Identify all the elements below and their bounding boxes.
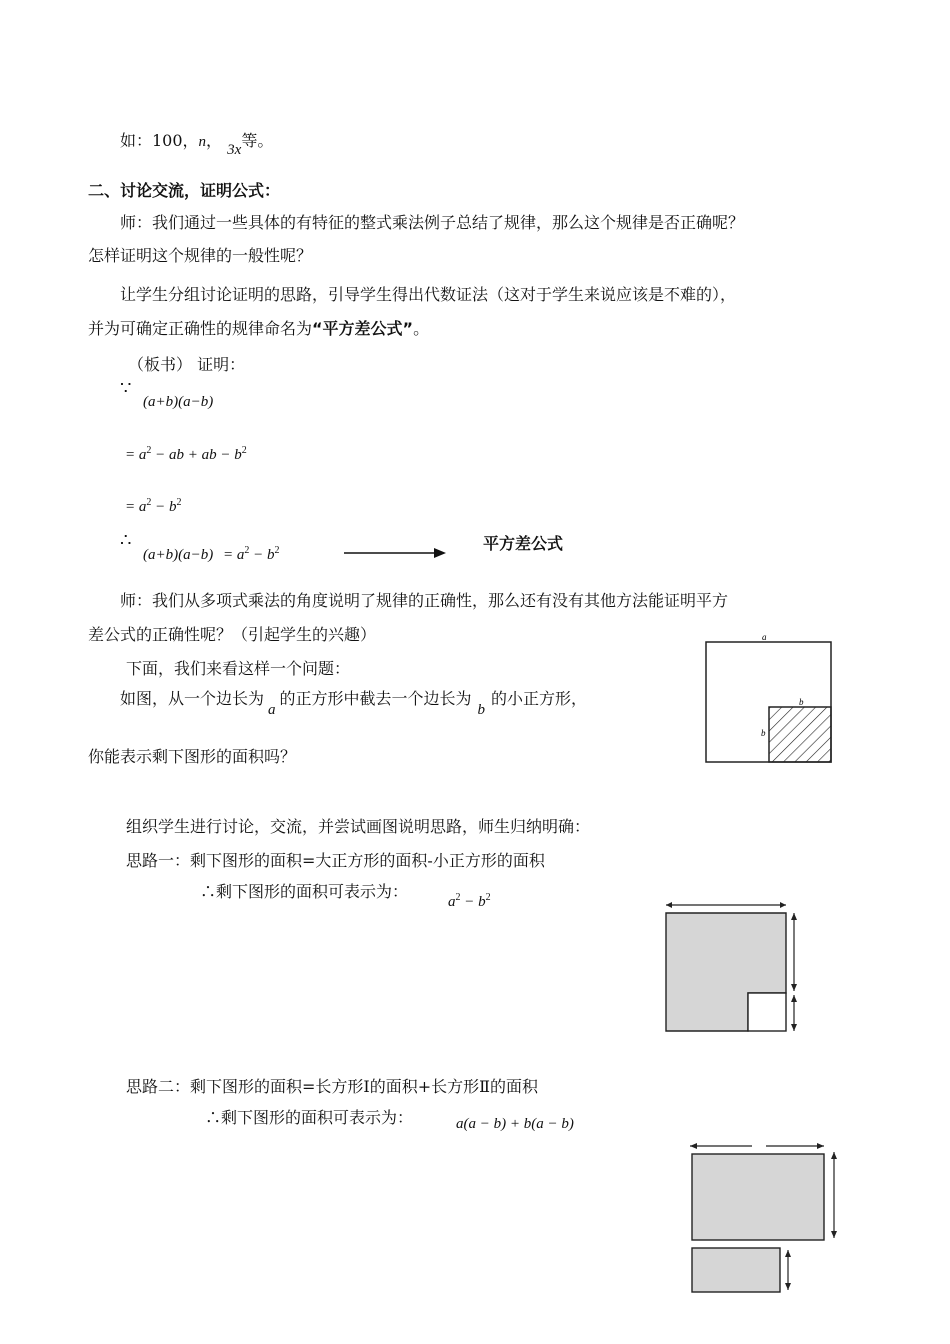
students-line2-text: 并为可确定正确性的规律命名为 [88, 319, 313, 338]
teacher-question-line2: 怎样证明这个规律的一般性呢？ [88, 246, 313, 265]
idea1-line: 思路一：剩下图形的面积=大正方形的面积-小正方形的面积 [126, 851, 545, 870]
eq2-prefix: = a [125, 447, 147, 463]
problem-text-c: 的小正方形， [491, 689, 588, 708]
examples-suffix: 等。 [241, 131, 274, 150]
example-3x: 3x [227, 142, 242, 158]
example-n: n [198, 134, 207, 150]
l-shape-figure [660, 895, 805, 1040]
eq4-rhs-prefix: = a [222, 547, 245, 563]
two-rectangles-figure [686, 1138, 846, 1298]
teacher-geometry-line1: 师：我们从多项式乘法的角度说明了规律的正确性，那么还有没有其他方法能证明平方 [120, 591, 729, 610]
idea1-expr-a: a [448, 894, 456, 910]
section-heading: 二、讨论交流，证明公式： [88, 181, 281, 200]
proof-eq4 [143, 545, 279, 564]
eq3-exp1: 2 [146, 497, 152, 508]
idea1-exp1: 2 [455, 892, 461, 903]
eq4-exp2: 2 [274, 545, 280, 556]
idea1-exp2: 2 [485, 892, 491, 903]
var-b: b [477, 702, 486, 718]
arrow-icon [342, 545, 448, 561]
students-line1: 让学生分组讨论证明的思路，引导学生得出代数证法（这对于学生来说应该是不难的）， [120, 285, 737, 304]
proof-eq3 [125, 497, 182, 516]
removed-square [748, 993, 786, 1031]
organize-line: 组织学生进行讨论，交流，并尝试画图说明思路，师生归纳明确： [126, 817, 591, 836]
eq3-mid: − b [151, 499, 177, 515]
eq4-rhs-mid: − b [249, 547, 275, 563]
rectangle-1 [692, 1154, 824, 1240]
eq4-lhs: (a+b)(a−b) [143, 547, 214, 563]
proof-eq1: (a+b)(a−b) [143, 394, 214, 410]
square-cut-figure [700, 630, 840, 770]
eq2-exp2: 2 [241, 445, 247, 456]
idea2-line: 思路二：剩下图形的面积=长方形Ⅰ的面积+长方形Ⅱ的面积 [126, 1077, 539, 1096]
var-a: a [268, 702, 276, 718]
eq4-exp1: 2 [244, 545, 250, 556]
fig-label-a: a [762, 632, 767, 642]
next-problem-line: 下面，我们来看这样一个问题： [126, 659, 351, 678]
examples-line [120, 128, 274, 158]
examples-prefix: 如：100， [120, 131, 199, 150]
teacher-question-line1: 师：我们通过一些具体的有特征的整式乘法例子总结了规律，那么这个规律是否正确呢？ [120, 213, 745, 232]
problem-text-b: 的正方形中截去一个边长为 [279, 689, 472, 708]
students-line2-end: 。 [413, 319, 430, 338]
because-symbol: ∵ [120, 378, 132, 399]
small-hatched-square [769, 707, 831, 762]
idea2-result: ∴剩下图形的面积可表示为： [205, 1108, 414, 1127]
idea1-expr-mid: − b [460, 894, 486, 910]
examples-sep: ， [206, 131, 223, 150]
formula-label: 平方差公式 [483, 534, 564, 553]
rectangle-2 [692, 1248, 780, 1292]
board-label: （板书） 证明： [128, 355, 246, 374]
fig-label-b-top: b [799, 697, 804, 707]
proof-eq2 [125, 445, 247, 464]
problem-line1 [120, 686, 588, 718]
idea1-expr [448, 892, 491, 911]
therefore-symbol: ∴ [120, 530, 132, 551]
idea1-result: ∴剩下图形的面积可表示为： [200, 882, 409, 901]
eq3-exp2: 2 [176, 497, 182, 508]
fig-label-b-left: b [761, 728, 766, 738]
students-line2 [88, 316, 429, 339]
idea2-expr: a(a − b) + b(a − b) [456, 1116, 574, 1132]
eq2-mid: − ab + ab − b [151, 447, 242, 463]
eq3-prefix: = a [125, 499, 147, 515]
teacher-geometry-line2: 差公式的正确性呢？（引起学生的兴趣） [88, 625, 377, 644]
eq2-exp1: 2 [146, 445, 152, 456]
problem-line2: 你能表示剩下图形的面积吗？ [88, 747, 297, 766]
formula-name-highlight: “平方差公式” [312, 319, 414, 338]
problem-text-a: 如图，从一个边长为 [120, 689, 265, 708]
